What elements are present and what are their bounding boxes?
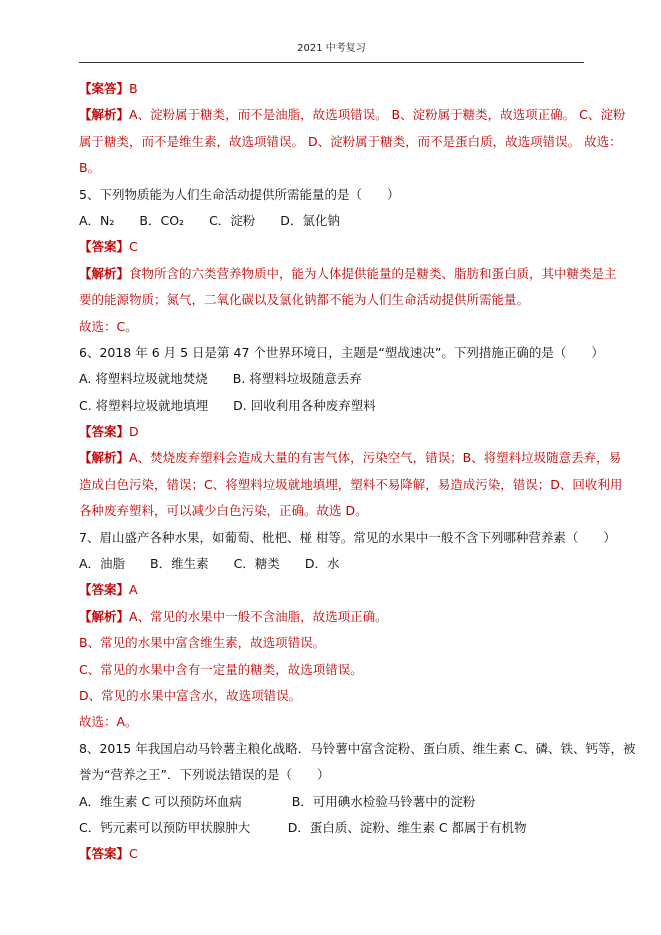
document-body (79, 76, 636, 868)
explanation-text: A、焚烧废弃塑料会造成大量的有害气体，污染空气，错误；B、将塑料垃圾随意丢弃，易 (129, 450, 622, 466)
explanation-line (79, 102, 626, 128)
answer-value: D (129, 424, 139, 440)
question-text: 6、2018 年 6 月 5 日是第 47 个世界环境日，主题是“塑战速决”。下列措施正确的是（ ） (79, 344, 604, 360)
question-8 (79, 762, 584, 788)
page-header (79, 38, 584, 63)
explanation-tag: 【解析】 (79, 450, 130, 466)
answer-line (79, 841, 584, 867)
explanation-text: 造成白色污染，错误；C、将塑料垃圾就地填埋，塑料不易降解，易造成污染，错误；D、回收利用 (79, 476, 623, 492)
answer-tag: 【案答】 (79, 81, 130, 96)
question-6 (79, 340, 604, 366)
explanation-line (79, 261, 617, 287)
explanation-text: 故选：C。 (79, 318, 138, 334)
answer-tag: 【答案】 (79, 239, 130, 255)
explanation-text: B。 (79, 160, 101, 176)
explanation-line (79, 498, 584, 524)
explanation-text: B、常见的水果中富含维生素，故选项错误。 (79, 635, 326, 651)
question-8-options (79, 815, 584, 841)
options-text: C. 将塑料垃圾就地填埋 D. 回收利用各种废弃塑料 (79, 397, 376, 413)
answer-value: B (129, 81, 138, 96)
question-text: 8、2015 年我国启动马铃薯主粮化战略．马铃薯中富含淀粉、蛋白质、维生素 C、磷、铁、钙等，被 (79, 740, 636, 756)
answer-line (79, 419, 584, 445)
answer-value: C (129, 846, 138, 862)
question-text: 5、下列物质能为人们生命活动提供所需能量的是（ ） (79, 186, 400, 202)
question-6-options (79, 393, 584, 419)
explanation-text: D、常见的水果中富含水，故选项错误。 (79, 687, 302, 703)
explanation-text: A、淀粉属于糖类，而不是油脂，故选项错误。 B、淀粉属于糖类，故选项正确。 C、淀粉 (129, 107, 626, 123)
explanation-line (79, 155, 584, 181)
answer-line (79, 577, 584, 603)
explanation-text: 各种废弃塑料，可以减少白色污染，正确。故选 D。 (79, 503, 368, 519)
options-text: A. 将塑料垃圾就地焚烧 B. 将塑料垃圾随意丢弃 (79, 371, 362, 387)
question-8-options (79, 789, 584, 815)
explanation-text: 故选：A。 (79, 714, 138, 730)
explanation-line (79, 472, 623, 498)
explanation-line (79, 287, 584, 313)
explanation-line (79, 314, 584, 340)
explanation-line (79, 445, 622, 471)
options-text: A．维生素 C 可以预防坏血病 B．可用碘水检验马铃薯中的淀粉 (79, 793, 476, 809)
question-8 (79, 736, 636, 762)
question-7-options (79, 551, 584, 577)
question-5 (79, 182, 584, 208)
explanation-text: 属于糖类，而不是维生素，故选项错误。 D、淀粉属于糖类，而不是蛋白质，故选项错误。 故选： (79, 133, 622, 149)
answer-value: A (129, 582, 138, 598)
question-text: 誉为“营养之王”．下列说法错误的是（ ） (79, 767, 330, 783)
question-5-options (79, 208, 584, 234)
answer-line (79, 234, 584, 260)
explanation-text: A、常见的水果中一般不含油脂，故选项正确。 (129, 608, 388, 624)
question-6-options (79, 366, 584, 392)
explanation-line (79, 709, 584, 735)
answer-tag: 【答案】 (79, 582, 130, 598)
explanation-line (79, 657, 584, 683)
options-text: C．钙元素可以预防甲状腺肿大 D．蛋白质、淀粉、维生素 C 都属于有机物 (79, 819, 527, 835)
options-text: A．油脂 B．维生素 C．糖类 D．水 (79, 556, 340, 572)
answer-line (79, 76, 584, 102)
explanation-tag: 【解析】 (79, 265, 130, 281)
explanation-text: 食物所含的六类营养物质中，能为人体提供能量的是糖类、脂肪和蛋白质，其中糖类是主 (129, 265, 617, 281)
options-text: A．N₂ B．CO₂ C．淀粉 D．氯化钠 (79, 212, 340, 228)
explanation-line (79, 604, 584, 630)
explanation-line (79, 683, 584, 709)
explanation-text: 要的能源物质；氮气，二氧化碳以及氯化钠都不能为人们生命活动提供所需能量。 (79, 292, 530, 308)
question-7 (79, 525, 616, 551)
explanation-text: C、常见的水果中含有一定量的糖类，故选项错误。 (79, 661, 363, 677)
header-title: 2021 中考复习 (297, 43, 366, 54)
answer-tag: 【答案】 (79, 424, 130, 440)
explanation-tag: 【解析】 (79, 608, 130, 624)
explanation-line (79, 129, 622, 155)
explanation-tag: 【解析】 (79, 107, 130, 123)
explanation-line (79, 630, 584, 656)
answer-tag: 【答案】 (79, 846, 130, 862)
question-text: 7、眉山盛产各种水果，如葡萄、枇杷、椪 柑等。常见的水果中一般不含下列哪种营养素（ ） (79, 529, 616, 545)
answer-value: C (129, 239, 138, 255)
